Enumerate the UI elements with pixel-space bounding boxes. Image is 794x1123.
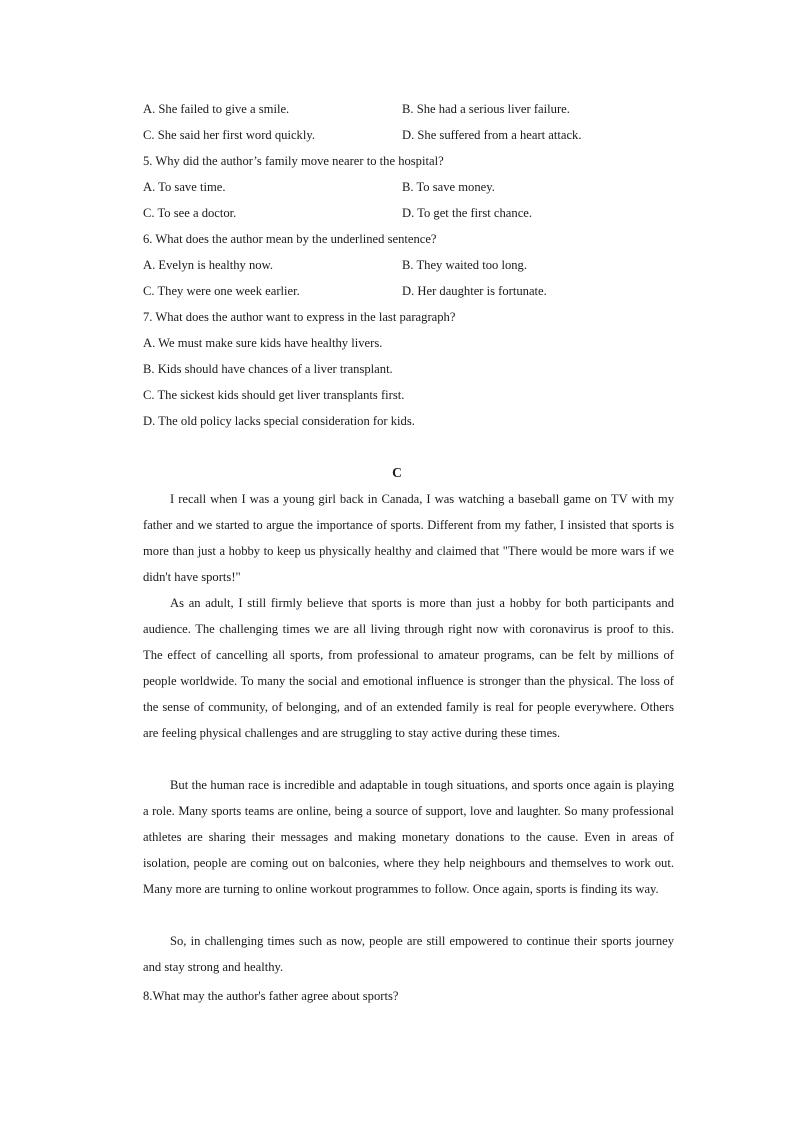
section-title: C: [392, 465, 402, 480]
q7-option-b: B. Kids should have chances of a liver transplant.: [143, 362, 393, 376]
q5-option-b: B. To save money.: [402, 180, 495, 194]
q4-option-c: C. She said her first word quickly.: [143, 128, 315, 142]
passage-paragraph-2: As an adult, I still firmly believe that sports is more than just a hobby for both participants and audience. The challenging times we are all living through right now with coronavirus is proof to this. The effect of cancelling all sports, from professional to amateur programs, can be felt by millions of people worldwide. To many the social and emotional influence is stronger than the physical. The loss of the sense of community, of belonging, and of an extended family is real for people everywhere. Others are feeling physical challenges and are struggling to stay active during these times.: [143, 596, 674, 740]
q4-option-d: D. She suffered from a heart attack.: [402, 128, 582, 142]
q8-question: 8.What may the author's father agree about sports?: [143, 989, 399, 1003]
q6-question: 6. What does the author mean by the underlined sentence?: [143, 232, 437, 246]
q7-option-c: C. The sickest kids should get liver transplants first.: [143, 388, 405, 402]
passage-paragraph-1: I recall when I was a young girl back in Canada, I was watching a baseball game on TV with my father and we started to argue the importance of sports. Different from my father, I insisted that sports is more than just a hobby to keep us physically healthy and claimed that "There would be more wars if we didn't have sports!": [143, 492, 674, 584]
q5-option-c: C. To see a doctor.: [143, 206, 237, 220]
q4-option-a: A. She failed to give a smile.: [143, 102, 290, 116]
q7-question: 7. What does the author want to express in the last paragraph?: [143, 310, 456, 324]
q5-option-d: D. To get the first chance.: [402, 206, 533, 220]
passage-paragraph-3: But the human race is incredible and adaptable in tough situations, and sports once again is playing a role. Many sports teams are online, being a source of support, love and laughter. So many professional athletes are sharing their messages and making monetary donations to the cause. Even in areas of isolation, people are coming out on balconies, where they help neighbours and themselves to work out. Many more are turning to online workout programmes to follow. Once again, sports is finding its way.: [143, 778, 674, 896]
passage-paragraph-4: So, in challenging times such as now, people are still empowered to continue their sports journey and stay strong and healthy.: [143, 934, 674, 974]
q6-option-d: D. Her daughter is fortunate.: [402, 284, 547, 298]
q6-option-a: A. Evelyn is healthy now.: [143, 258, 273, 272]
q7-option-d: D. The old policy lacks special consideration for kids.: [143, 414, 415, 428]
q4-option-b: B. She had a serious liver failure.: [402, 102, 570, 116]
q5-question: 5. Why did the author’s family move nearer to the hospital?: [143, 154, 444, 168]
q6-option-c: C. They were one week earlier.: [143, 284, 300, 298]
q7-option-a: A. We must make sure kids have healthy livers.: [143, 336, 383, 350]
q5-option-a: A. To save time.: [143, 180, 226, 194]
q6-option-b: B. They waited too long.: [402, 258, 527, 272]
